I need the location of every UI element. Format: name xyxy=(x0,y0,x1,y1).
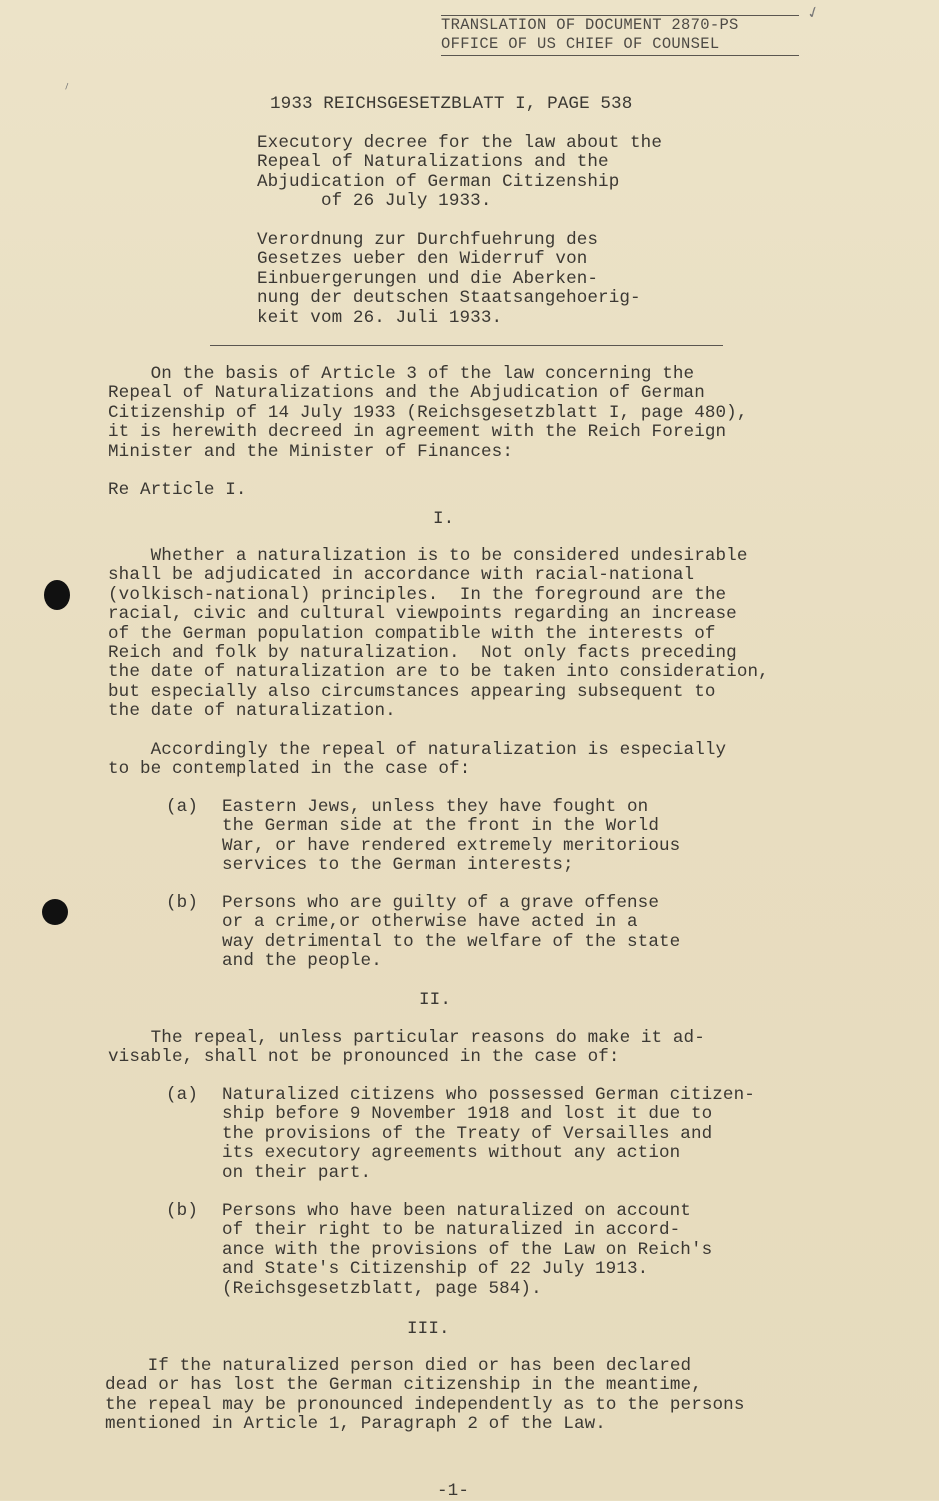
title-de-line: Gesetzes ueber den Widerruf von xyxy=(257,249,588,270)
section-2-item-a-label: (a) xyxy=(166,1085,198,1105)
check-mark-icon: ✓ xyxy=(805,2,823,26)
item-line: War, or have rendered extremely meritorious xyxy=(222,835,681,856)
para-line: The repeal, unless particular reasons do make it ad- xyxy=(108,1028,705,1048)
para-line: dead or has lost the German citizenship in the meantime, xyxy=(105,1375,702,1396)
section-2-item-b xyxy=(222,1202,712,1299)
preamble-line: Repeal of Naturalizations and the Abjudication of German xyxy=(108,383,705,404)
section-1-item-a xyxy=(222,798,680,876)
para-line: (volkisch-national) principles. In the foreground are the xyxy=(108,584,727,605)
pencil-mark-icon: ⸝ xyxy=(59,76,73,94)
para-line: the date of naturalization. xyxy=(108,701,396,722)
para-line: racial, civic and cultural viewpoints regarding an increase xyxy=(108,604,737,625)
para-line: Whether a naturalization is to be considered undesirable xyxy=(108,546,748,566)
header-top-rule xyxy=(441,15,799,16)
item-line: of their right to be naturalized in accord- xyxy=(222,1220,681,1241)
title-en-line: Abjudication of German Citizenship xyxy=(257,171,620,192)
section-1-paragraph-2 xyxy=(108,741,726,780)
item-line: Naturalized citizens who possessed German citizen- xyxy=(222,1085,755,1105)
item-line: the German side at the front in the World xyxy=(222,816,659,837)
item-line: way detrimental to the welfare of the state xyxy=(222,931,681,952)
re-article-heading: Re Article I. xyxy=(108,480,247,500)
item-line: Persons who have been naturalized on account xyxy=(222,1201,691,1221)
section-1-item-b xyxy=(222,894,680,972)
item-line: the provisions of the Treaty of Versailles and xyxy=(222,1123,713,1144)
title-en-line: of 26 July 1933. xyxy=(257,191,492,212)
para-line: of the German population compatible with the interests of xyxy=(108,623,716,644)
title-de-line: keit vom 26. Juli 1933. xyxy=(257,307,503,328)
item-line: (Reichsgesetzblatt, page 584). xyxy=(222,1278,542,1299)
para-line: visable, shall not be pronounced in the case of: xyxy=(108,1047,620,1068)
header-underline xyxy=(441,55,799,56)
title-de-line: Verordnung zur Durchfuehrung des xyxy=(257,230,599,250)
preamble-line: it is herewith decreed in agreement with the Reich Foreign xyxy=(108,422,727,443)
section-2-paragraph xyxy=(108,1029,705,1068)
item-line: Persons who are guilty of a grave offense xyxy=(222,893,659,913)
punch-hole xyxy=(44,580,70,610)
para-line: mentioned in Article 1, Paragraph 2 of the Law. xyxy=(105,1414,606,1435)
preamble-line: Minister and the Minister of Finances: xyxy=(108,441,514,462)
preamble-line: On the basis of Article 3 of the law concerning the xyxy=(108,364,695,384)
section-3-paragraph xyxy=(105,1357,744,1435)
section-1-item-a-label: (a) xyxy=(166,797,198,817)
citation-line: 1933 REICHSGESETZBLATT I, PAGE 538 xyxy=(270,94,633,114)
title-de-line: nung der deutschen Staatsangehoerig- xyxy=(257,288,641,309)
item-line: ance with the provisions of the Law on Reich's xyxy=(222,1239,713,1260)
page-number: -1- xyxy=(437,1481,469,1501)
para-line: shall be adjudicated in accordance with racial-national xyxy=(108,565,695,586)
header-line-1: TRANSLATION OF DOCUMENT 2870-PS xyxy=(441,16,739,34)
item-line: and State's Citizenship of 22 July 1913. xyxy=(222,1259,649,1280)
title-german xyxy=(257,231,641,328)
para-line: Accordingly the repeal of naturalization is especially xyxy=(108,740,727,760)
para-line: the repeal may be pronounced independently as to the persons xyxy=(105,1394,745,1415)
translation-header xyxy=(441,16,799,54)
section-2-numeral: II. xyxy=(419,990,451,1010)
section-1-paragraph-1 xyxy=(108,547,769,722)
item-line: its executory agreements without any action xyxy=(222,1143,681,1164)
title-en-line: Executory decree for the law about the xyxy=(257,133,663,153)
section-2-item-a xyxy=(222,1086,755,1183)
preamble-line: Citizenship of 14 July 1933 (Reichsgesetzblatt I, page 480), xyxy=(108,402,748,423)
title-en-line: Repeal of Naturalizations and the xyxy=(257,152,609,173)
title-english xyxy=(257,134,662,212)
para-line: the date of naturalization are to be taken into consideration, xyxy=(108,662,769,683)
para-line: but especially also circumstances appearing subsequent to xyxy=(108,681,716,702)
title-divider xyxy=(210,345,723,346)
para-line: Reich and folk by naturalization. Not only facts preceding xyxy=(108,643,737,664)
para-line: to be contemplated in the case of: xyxy=(108,759,471,780)
preamble xyxy=(108,365,747,462)
punch-hole xyxy=(42,899,68,925)
title-de-line: Einbuergerungen und die Aberken- xyxy=(257,268,599,289)
item-line: or a crime,or otherwise have acted in a xyxy=(222,912,638,933)
section-1-item-b-label: (b) xyxy=(166,893,198,913)
section-3-numeral: III. xyxy=(407,1319,450,1339)
item-line: Eastern Jews, unless they have fought on xyxy=(222,797,649,817)
section-1-numeral: I. xyxy=(433,509,455,529)
item-line: on their part. xyxy=(222,1162,372,1183)
item-line: services to the German interests; xyxy=(222,855,574,876)
item-line: ship before 9 November 1918 and lost it due to xyxy=(222,1104,713,1125)
item-line: and the people. xyxy=(222,951,382,972)
section-2-item-b-label: (b) xyxy=(166,1201,198,1221)
para-line: If the naturalized person died or has been declared xyxy=(105,1356,692,1376)
header-line-2: OFFICE OF US CHIEF OF COUNSEL xyxy=(441,35,720,53)
